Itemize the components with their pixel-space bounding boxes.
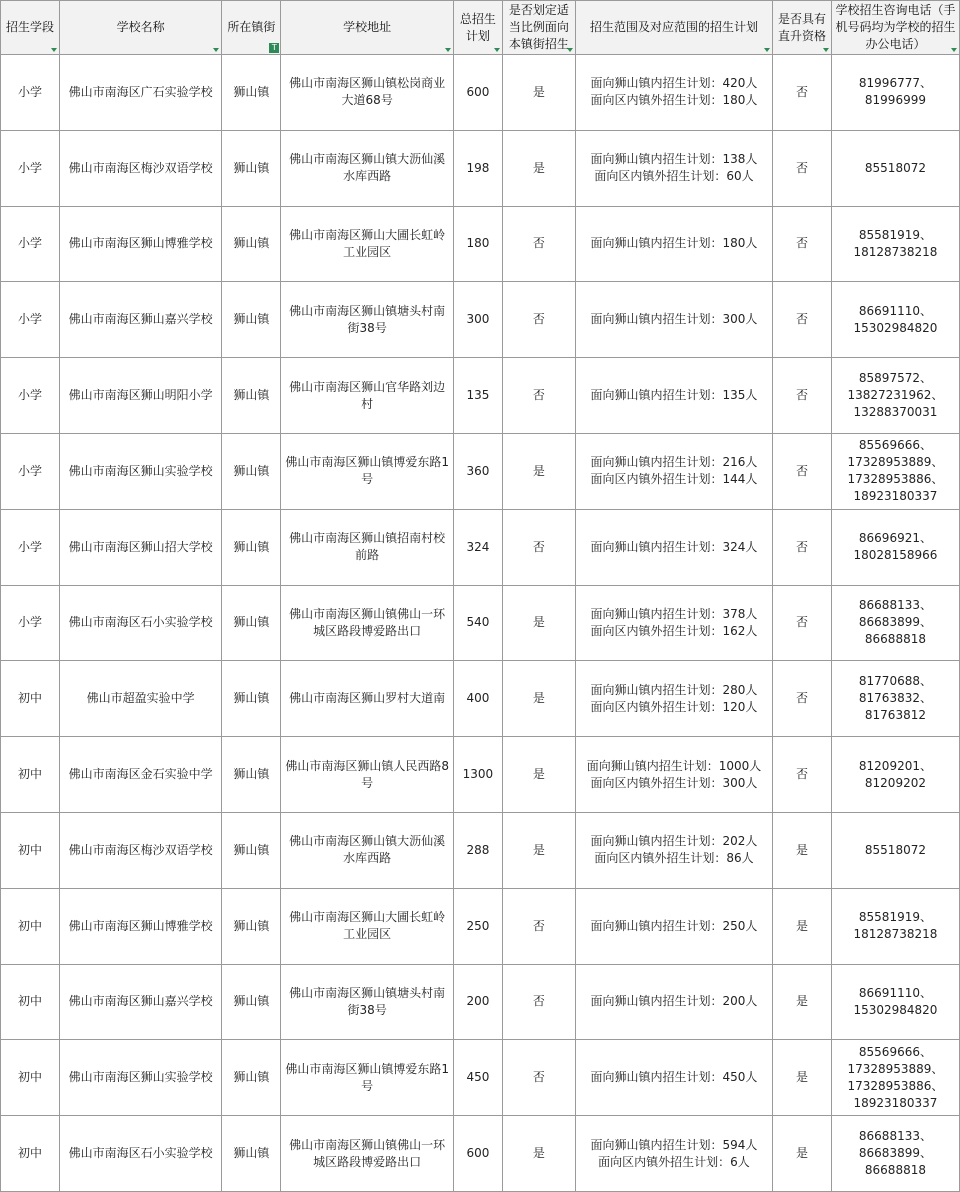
cell-ratio[interactable]: 是 [502,585,575,661]
phone-line: 86691110、 [858,303,932,318]
table-row [1,358,960,434]
filter-dropdown-icon[interactable] [213,48,219,52]
cell-phone[interactable] [831,358,959,434]
cell-town[interactable]: 狮山镇 [222,888,281,964]
cell-town[interactable]: 狮山镇 [222,812,281,888]
cell-address[interactable]: 佛山市南海区狮山镇大沥仙溪水库西路 [281,130,454,206]
phone-line: 86691110、 [858,985,932,1000]
column-header-direct[interactable] [773,1,832,55]
phone-line: 85581919、 [858,227,932,242]
cell-range[interactable] [575,964,772,1040]
filter-active-icon[interactable]: T [269,43,279,53]
cell-total[interactable]: 324 [454,509,503,585]
cell-town[interactable]: 狮山镇 [222,433,281,509]
filter-dropdown-icon[interactable] [51,48,57,52]
column-header-address[interactable] [281,1,454,55]
cell-address[interactable]: 佛山市南海区狮山官华路刘边村 [281,358,454,434]
cell-phone[interactable] [831,433,959,509]
cell-direct[interactable]: 是 [773,964,832,1040]
cell-direct[interactable]: 是 [773,1116,832,1192]
cell-range[interactable] [575,282,772,358]
filter-dropdown-icon[interactable] [494,48,500,52]
cell-total[interactable]: 400 [454,661,503,737]
cell-ratio[interactable]: 否 [502,206,575,282]
cell-direct[interactable]: 否 [773,358,832,434]
cell-range[interactable] [575,358,772,434]
phone-line: 18128738218 [853,927,938,942]
cell-phone[interactable] [831,509,959,585]
table-row [1,737,960,813]
range-line: 面向区内镇外招生计划：300人 [590,775,758,790]
phone-line: 86688818 [864,1163,926,1178]
cell-phone[interactable] [831,55,959,131]
table-row [1,1040,960,1116]
cell-name[interactable]: 佛山市南海区梅沙双语学校 [59,812,222,888]
cell-total[interactable]: 360 [454,433,503,509]
cell-phone[interactable] [831,661,959,737]
cell-address[interactable]: 佛山市南海区狮山镇佛山一环城区路段博爱路出口 [281,585,454,661]
cell-phone[interactable] [831,737,959,813]
cell-level[interactable]: 初中 [1,888,60,964]
range-line: 面向区内镇外招生计划：120人 [590,699,758,714]
cell-phone[interactable] [831,888,959,964]
range-line: 面向狮山镇内招生计划：216人 [590,455,758,470]
column-header-label: 学校招生咨询电话（手机号码均为学校的招生办公电话） [835,3,956,51]
cell-name[interactable]: 佛山市南海区金石实验中学 [59,737,222,813]
cell-name[interactable]: 佛山市南海区狮山实验学校 [59,433,222,509]
phone-line: 85897572、 [858,371,932,386]
cell-range[interactable] [575,737,772,813]
phone-line: 81770688、 [858,674,932,689]
cell-level[interactable]: 小学 [1,55,60,131]
cell-total[interactable]: 600 [454,55,503,131]
range-line: 面向狮山镇内招生计划：450人 [590,1070,758,1085]
phone-line: 86696921、 [858,531,932,546]
cell-direct[interactable]: 否 [773,130,832,206]
cell-town[interactable]: 狮山镇 [222,509,281,585]
phone-line: 81763832、 [858,691,932,706]
column-header-label: 学校地址 [343,20,392,34]
cell-town[interactable]: 狮山镇 [222,130,281,206]
phone-line: 85518072 [864,160,926,175]
column-header-label: 是否划定适当比例面向本镇街招生 [508,3,569,51]
cell-address[interactable]: 佛山市南海区狮山镇塘头村南街38号 [281,282,454,358]
cell-name[interactable]: 佛山市南海区狮山嘉兴学校 [59,964,222,1040]
phone-line: 17328953889、 [847,1061,944,1076]
range-line: 面向狮山镇内招生计划：594人 [590,1137,758,1152]
cell-address[interactable]: 佛山市南海区狮山镇招南村校前路 [281,509,454,585]
cell-direct[interactable]: 否 [773,509,832,585]
phone-line: 85518072 [864,842,926,857]
range-line: 面向狮山镇内招生计划：324人 [590,539,758,554]
filter-dropdown-icon[interactable] [764,48,770,52]
cell-range[interactable] [575,585,772,661]
range-line: 面向狮山镇内招生计划：200人 [590,994,758,1009]
cell-direct[interactable]: 否 [773,55,832,131]
range-line: 面向区内镇外招生计划：180人 [590,93,758,108]
column-header-town[interactable] [222,1,281,55]
column-header-range[interactable] [575,1,772,55]
cell-direct[interactable]: 否 [773,282,832,358]
cell-phone[interactable] [831,206,959,282]
cell-town[interactable]: 狮山镇 [222,55,281,131]
cell-range[interactable] [575,206,772,282]
cell-name[interactable]: 佛山市南海区梅沙双语学校 [59,130,222,206]
cell-town[interactable]: 狮山镇 [222,585,281,661]
cell-ratio[interactable]: 否 [502,964,575,1040]
cell-ratio[interactable]: 否 [502,888,575,964]
cell-ratio[interactable]: 是 [502,130,575,206]
range-line: 面向狮山镇内招生计划：420人 [590,76,758,91]
cell-town[interactable]: 狮山镇 [222,282,281,358]
table-row [1,206,960,282]
range-line: 面向狮山镇内招生计划：180人 [590,236,758,251]
phone-line: 15302984820 [853,1002,938,1017]
table-row [1,585,960,661]
phone-line: 18923180337 [853,1095,938,1110]
cell-direct[interactable]: 否 [773,661,832,737]
column-header-label: 招生学段 [5,20,54,34]
cell-total[interactable]: 1300 [454,737,503,813]
cell-ratio[interactable]: 是 [502,661,575,737]
cell-direct[interactable]: 是 [773,888,832,964]
phone-line: 86683899、 [858,1146,932,1161]
range-line: 面向狮山镇内招生计划：250人 [590,918,758,933]
cell-town[interactable]: 狮山镇 [222,661,281,737]
cell-ratio[interactable]: 是 [502,1116,575,1192]
cell-phone[interactable] [831,1116,959,1192]
cell-ratio[interactable]: 是 [502,433,575,509]
cell-range[interactable] [575,509,772,585]
cell-ratio[interactable]: 否 [502,282,575,358]
cell-address[interactable]: 佛山市南海区狮山大圃长虹岭工业园区 [281,206,454,282]
table-row [1,130,960,206]
cell-address[interactable]: 佛山市南海区狮山镇佛山一环城区路段博爱路出口 [281,1116,454,1192]
cell-name[interactable]: 佛山市南海区石小实验学校 [59,585,222,661]
cell-phone[interactable] [831,964,959,1040]
range-line: 面向狮山镇内招生计划：202人 [590,834,758,849]
cell-phone[interactable] [831,812,959,888]
header-row [1,1,960,55]
table-row [1,55,960,131]
cell-address[interactable]: 佛山市南海区狮山镇博爱东路1号 [281,1040,454,1116]
range-line: 面向狮山镇内招生计划：300人 [590,312,758,327]
cell-name[interactable]: 佛山市南海区广石实验学校 [59,55,222,131]
cell-total[interactable]: 250 [454,888,503,964]
cell-address[interactable]: 佛山市南海区狮山镇人民西路8号 [281,737,454,813]
range-line: 面向狮山镇内招生计划：280人 [590,682,758,697]
table-row [1,661,960,737]
column-header-label: 是否具有直升资格 [777,11,826,43]
cell-direct[interactable]: 是 [773,1040,832,1116]
cell-address[interactable]: 佛山市南海区狮山镇大沥仙溪水库西路 [281,812,454,888]
cell-level[interactable]: 初中 [1,964,60,1040]
cell-level[interactable]: 小学 [1,130,60,206]
cell-range[interactable] [575,888,772,964]
cell-address[interactable]: 佛山市南海区狮山镇博爱东路1号 [281,433,454,509]
cell-ratio[interactable]: 否 [502,358,575,434]
phone-line: 15302984820 [853,320,938,335]
range-line: 面向狮山镇内招生计划：1000人 [586,758,762,773]
cell-address[interactable]: 佛山市南海区狮山大圃长虹岭工业园区 [281,888,454,964]
phone-line: 18923180337 [853,489,938,504]
cell-direct[interactable]: 否 [773,737,832,813]
cell-level[interactable]: 小学 [1,585,60,661]
phone-line: 81763812 [864,708,926,723]
column-header-level[interactable] [1,1,60,55]
cell-total[interactable]: 180 [454,206,503,282]
cell-level[interactable]: 小学 [1,433,60,509]
phone-line: 86688133、 [858,598,932,613]
cell-address[interactable]: 佛山市南海区狮山罗村大道南 [281,661,454,737]
filter-dropdown-icon[interactable] [567,48,573,52]
column-header-ratio[interactable] [502,1,575,55]
phone-line: 81996999 [864,93,926,108]
cell-level[interactable]: 小学 [1,206,60,282]
cell-range[interactable] [575,130,772,206]
range-line: 面向狮山镇内招生计划：138人 [590,152,758,167]
cell-total[interactable]: 135 [454,358,503,434]
table-row [1,888,960,964]
cell-direct[interactable]: 是 [773,812,832,888]
cell-level[interactable]: 初中 [1,661,60,737]
cell-town[interactable]: 狮山镇 [222,964,281,1040]
phone-line: 86683899、 [858,615,932,630]
table-row [1,812,960,888]
table-body [1,55,960,1192]
column-header-phone[interactable] [831,1,959,55]
cell-address[interactable]: 佛山市南海区狮山镇塘头村南街38号 [281,964,454,1040]
table-row [1,433,960,509]
cell-total[interactable]: 200 [454,964,503,1040]
range-line: 面向狮山镇内招生计划：378人 [590,606,758,621]
column-header-label: 招生范围及对应范围的招生计划 [589,20,758,34]
cell-phone[interactable] [831,130,959,206]
phone-line: 85569666、 [858,1044,932,1059]
range-line: 面向区内镇外招生计划：86人 [594,851,754,866]
cell-total[interactable]: 288 [454,812,503,888]
cell-name[interactable]: 佛山市南海区狮山博雅学校 [59,206,222,282]
cell-direct[interactable]: 否 [773,206,832,282]
cell-ratio[interactable]: 是 [502,812,575,888]
table-row [1,509,960,585]
column-header-label: 所在镇街 [227,20,276,34]
column-header-name[interactable] [59,1,222,55]
column-header-label: 总招生计划 [459,11,496,43]
cell-range[interactable] [575,1040,772,1116]
cell-level[interactable]: 小学 [1,282,60,358]
phone-line: 81996777、 [858,76,932,91]
cell-phone[interactable] [831,585,959,661]
range-line: 面向区内镇外招生计划：162人 [590,623,758,638]
cell-address[interactable]: 佛山市南海区狮山镇松岗商业大道68号 [281,55,454,131]
phone-line: 85569666、 [858,438,932,453]
cell-range[interactable] [575,661,772,737]
cell-range[interactable] [575,433,772,509]
cell-range[interactable] [575,812,772,888]
cell-direct[interactable]: 否 [773,433,832,509]
cell-level[interactable]: 小学 [1,358,60,434]
phone-line: 81209201、 [858,758,932,773]
cell-name[interactable]: 佛山市南海区石小实验学校 [59,1116,222,1192]
phone-line: 18128738218 [853,244,938,259]
cell-level[interactable]: 小学 [1,509,60,585]
cell-ratio[interactable]: 否 [502,1040,575,1116]
cell-total[interactable]: 450 [454,1040,503,1116]
range-line: 面向区内镇外招生计划：144人 [590,472,758,487]
cell-phone[interactable] [831,282,959,358]
cell-total[interactable]: 600 [454,1116,503,1192]
cell-total[interactable]: 300 [454,282,503,358]
cell-level[interactable]: 初中 [1,812,60,888]
cell-total[interactable]: 540 [454,585,503,661]
column-header-total[interactable] [454,1,503,55]
cell-name[interactable]: 佛山市南海区狮山实验学校 [59,1040,222,1116]
cell-name[interactable]: 佛山市南海区狮山博雅学校 [59,888,222,964]
table-row [1,964,960,1040]
cell-ratio[interactable]: 否 [502,509,575,585]
phone-line: 17328953889、 [847,455,944,470]
cell-name[interactable]: 佛山市南海区狮山招大学校 [59,509,222,585]
range-line: 面向区内镇外招生计划：60人 [594,169,754,184]
filter-dropdown-icon[interactable] [445,48,451,52]
column-header-label: 学校名称 [116,20,165,34]
range-line: 面向区内镇外招生计划：6人 [598,1154,750,1169]
table-row [1,282,960,358]
cell-range[interactable] [575,1116,772,1192]
table-row [1,1116,960,1192]
cell-town[interactable]: 狮山镇 [222,1116,281,1192]
cell-level[interactable]: 初中 [1,1040,60,1116]
cell-level[interactable]: 初中 [1,737,60,813]
cell-town[interactable]: 狮山镇 [222,737,281,813]
cell-range[interactable] [575,55,772,131]
phone-line: 13827231962、 [847,388,944,403]
phone-line: 13288370031 [853,405,938,420]
cell-total[interactable]: 198 [454,130,503,206]
phone-line: 17328953886、 [847,472,944,487]
filter-dropdown-icon[interactable] [823,48,829,52]
phone-line: 86688133、 [858,1129,932,1144]
phone-line: 18028158966 [853,548,938,563]
range-line: 面向狮山镇内招生计划：135人 [590,388,758,403]
phone-line: 17328953886、 [847,1078,944,1093]
cell-name[interactable]: 佛山市超盈实验中学 [59,661,222,737]
phone-line: 81209202 [864,775,926,790]
cell-town[interactable]: 狮山镇 [222,358,281,434]
phone-line: 85581919、 [858,910,932,925]
filter-dropdown-icon[interactable] [951,48,957,52]
cell-phone[interactable] [831,1040,959,1116]
cell-direct[interactable]: 否 [773,585,832,661]
cell-name[interactable]: 佛山市南海区狮山明阳小学 [59,358,222,434]
cell-town[interactable]: 狮山镇 [222,206,281,282]
phone-line: 86688818 [864,632,926,647]
cell-level[interactable]: 初中 [1,1116,60,1192]
cell-name[interactable]: 佛山市南海区狮山嘉兴学校 [59,282,222,358]
cell-ratio[interactable]: 是 [502,737,575,813]
cell-ratio[interactable]: 是 [502,55,575,131]
cell-town[interactable]: 狮山镇 [222,1040,281,1116]
